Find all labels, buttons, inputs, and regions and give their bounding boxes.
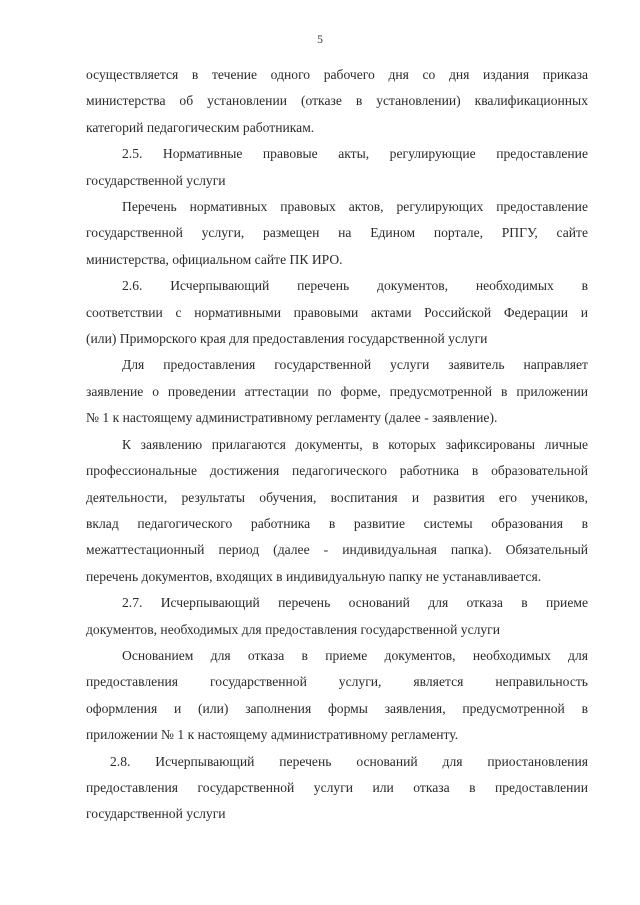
text-line: предоставления государственной услуги, является неправильность <box>86 674 588 690</box>
text-line: перечень документов, входящих в индивидуальную папку не устанавливается. <box>86 568 542 584</box>
text-line: министерства, официальном сайте ПК ИРО. <box>86 251 343 267</box>
text-line: государственной услуги <box>86 172 226 188</box>
paragraph <box>86 432 588 590</box>
text-line: межаттестационный период (далее - индивидуальная папка). Обязательный <box>86 542 588 558</box>
text-line: приложении № 1 к настоящему административному регламенту. <box>86 727 459 743</box>
text-line: министерства об установлении (отказе в установлении) квалификационных <box>86 93 588 109</box>
text-line: осуществляется в течение одного рабочего дня со дня издания приказа <box>86 67 588 82</box>
page-number: 5 <box>317 34 323 46</box>
text-line: вклад педагогического работника в развитие системы образования в <box>86 515 588 531</box>
text-line: оформления и (или) заполнения формы заявления, предусмотренной в <box>86 700 588 716</box>
text-line: документов, необходимых для предоставления государственной услуги <box>86 621 501 637</box>
document-body <box>86 62 588 828</box>
section-heading-2-5 <box>86 141 588 194</box>
text-line: 2.8. Исчерпывающий перечень оснований для приостановления <box>110 753 588 769</box>
text-line: № 1 к настоящему административному регламенту (далее - заявление). <box>86 410 498 426</box>
text-line: К заявлению прилагаются документы, в которых зафиксированы личные <box>122 436 588 452</box>
text-line: государственной услуги <box>86 806 226 822</box>
text-line: Перечень нормативных правовых актов, регулирующих предоставление <box>122 199 588 215</box>
text-line: заявление о проведении аттестации по форме, предусмотренной в приложении <box>86 383 588 399</box>
text-line: государственной услуги, размещен на Едином портале, РПГУ, сайте <box>86 225 588 241</box>
text-line: Для предоставления государственной услуги заявитель направляет <box>122 357 588 373</box>
section-heading-2-7 <box>86 590 588 643</box>
text-line: Основанием для отказа в приеме документов, необходимых для <box>122 647 588 663</box>
paragraph <box>86 194 588 273</box>
text-line: (или) Приморского края для предоставления государственной услуги <box>86 331 488 347</box>
section-heading-2-6 <box>86 273 588 352</box>
text-line: деятельности, результаты обучения, воспитания и развития его учеников, <box>86 489 588 505</box>
section-heading-2-8 <box>86 749 588 828</box>
text-line: 2.7. Исчерпывающий перечень оснований для отказа в приеме <box>122 595 588 611</box>
text-line: 2.6. Исчерпывающий перечень документов, необходимых в <box>122 278 588 294</box>
paragraph <box>86 352 588 431</box>
text-line: 2.5. Нормативные правовые акты, регулирующие предоставление <box>122 146 588 162</box>
paragraph <box>86 62 588 141</box>
text-line: профессиональные достижения педагогического работника в образовательной <box>86 463 588 479</box>
paragraph <box>86 643 588 749</box>
text-line: категорий педагогическим работникам. <box>86 119 315 135</box>
text-line: соответствии с нормативными правовыми актами Российской Федерации и <box>86 304 588 320</box>
text-line: предоставления государственной услуги или отказа в предоставлении <box>86 779 588 795</box>
